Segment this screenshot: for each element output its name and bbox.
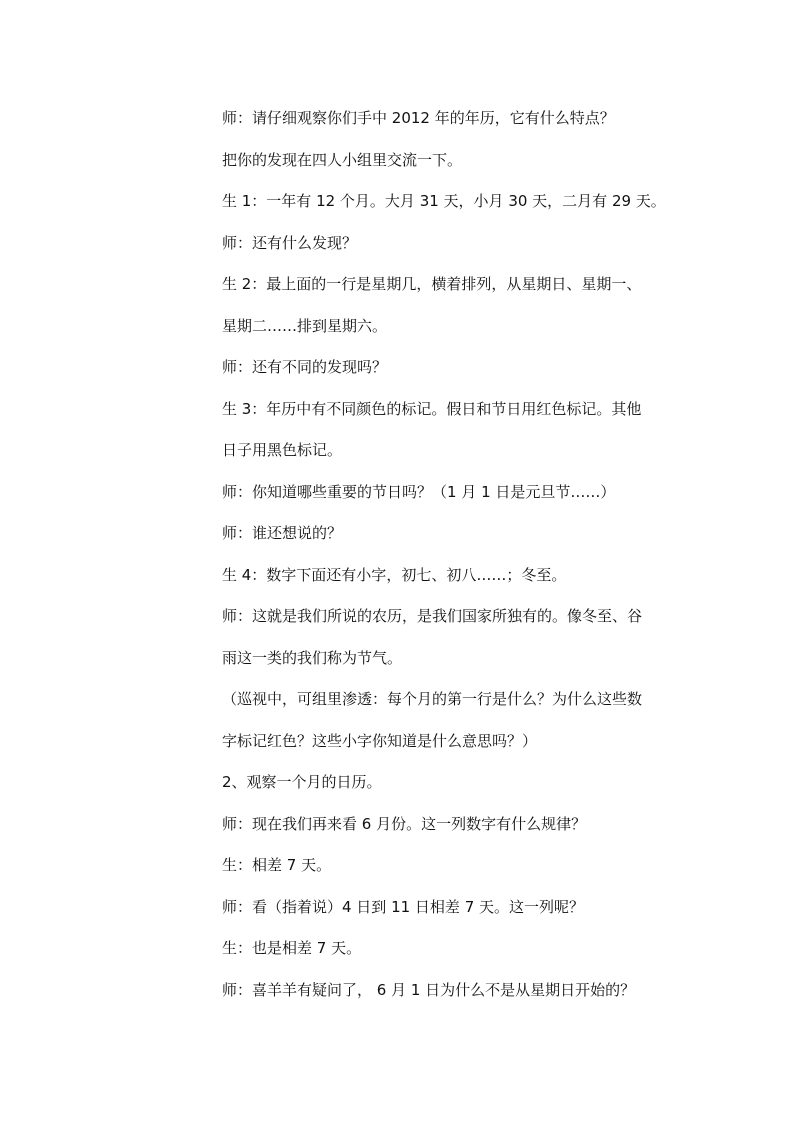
paragraph-line: 把你的发现在四人小组里交流一下。 [222,150,463,169]
paragraph-line: （巡视中，可组里渗透：每个月的第一行是什么？为什么这些数 [222,690,643,708]
paragraph-line: 师：你知道哪些重要的节日吗？（1 月 1 日是元旦节……） [222,482,616,501]
paragraph-line: 生：相差 7 天。 [222,856,332,874]
paragraph-line: 生 4：数字下面还有小字，初七、初八……；冬至。 [222,565,567,584]
paragraph-line: 日子用黑色标记。 [222,441,343,459]
paragraph-line: 雨这一类的我们称为节气。 [222,648,403,667]
paragraph-line: 生 3：年历中有不同颜色的标记。假日和节日用红色标记。其他 [222,399,642,418]
paragraph-line: 师：看（指着说）4 日到 11 日相差 7 天。这一列呢？ [222,897,585,916]
document-body [222,104,682,1017]
paragraph-line: 星期二……排到星期六。 [222,316,388,335]
paragraph-line: 师：这就是我们所说的农历，是我们国家所独有的。像冬至、谷 [222,607,643,625]
section-heading: 2、观察一个月的日历。 [222,773,382,791]
paragraph-line: 师：还有什么发现？ [222,233,358,252]
paragraph-line: 生 1：一年有 12 个月。大月 31 天，小月 30 天，二月有 29 天。 [222,192,666,210]
paragraph-line: 师：喜羊羊有疑问了， 6 月 1 日为什么不是从星期日开始的？ [222,980,636,999]
paragraph-line: 师：请仔细观察你们手中 2012 年的年历，它有什么特点？ [222,109,615,127]
paragraph-line: 师：现在我们再来看 6 月份。这一列数字有什么规律？ [222,814,587,833]
paragraph-line: 师：还有不同的发现吗？ [222,358,388,376]
paragraph-line: 师：谁还想说的？ [222,524,343,542]
paragraph-line: 字标记红色？这些小字你知道是什么意思吗？） [222,731,538,750]
paragraph-line: 生：也是相差 7 天。 [222,939,362,957]
paragraph-line: 生 2：最上面的一行是星期几，横着排列，从星期日、星期一、 [222,275,642,293]
